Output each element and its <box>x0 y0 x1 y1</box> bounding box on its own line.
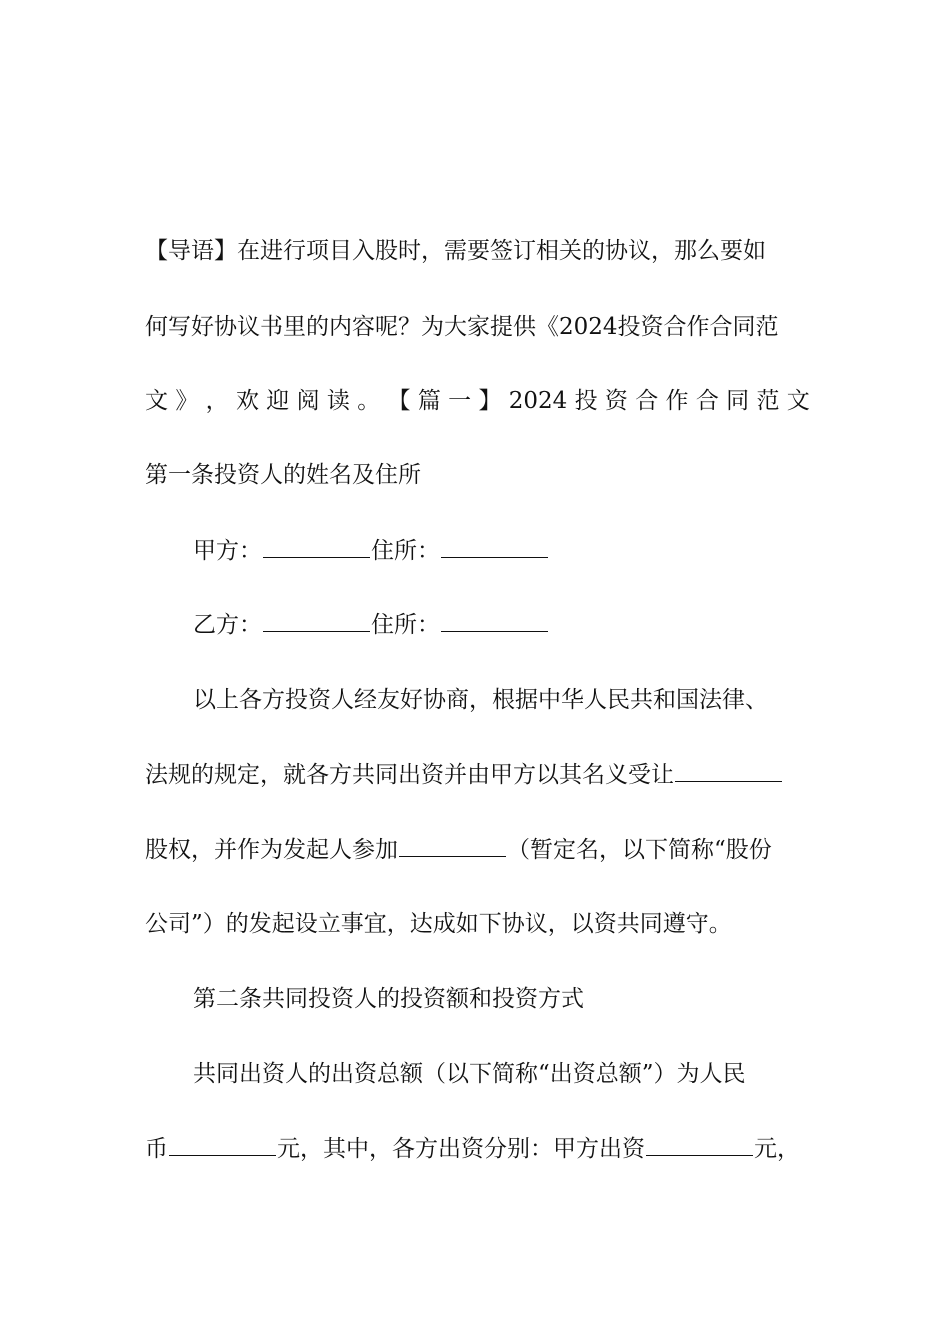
text-fragment: 阅 <box>296 388 320 414</box>
text-fragment: 欢 <box>235 388 259 414</box>
text-fragment: 同 <box>726 388 750 414</box>
text-fragment: 【 <box>387 388 411 414</box>
para1-line-3 <box>145 835 810 865</box>
equity-target-blank <box>675 761 782 782</box>
text-fragment: 法规的规定，就各方共同出资并由甲方以其名义受让 <box>145 762 674 788</box>
text-fragment: 作 <box>665 388 689 414</box>
text-fragment: 】 <box>478 388 502 414</box>
para1-line-2 <box>145 760 810 790</box>
intro-line-2: 何写好协议书里的内容呢？为大家提供《2024投资合作合同范 <box>145 314 779 340</box>
text-fragment: 》 <box>175 388 199 414</box>
party-b-name-blank <box>263 611 370 632</box>
intro-line-3 <box>145 386 810 416</box>
party-a-label: 甲方： <box>193 538 262 564</box>
company-name-blank <box>399 836 506 857</box>
para2-line-2 <box>145 1134 810 1164</box>
text-fragment: 文 <box>145 388 168 414</box>
text-fragment: 文 <box>786 388 810 414</box>
party-a-line <box>193 536 810 566</box>
text-fragment: ， <box>205 388 229 414</box>
text-fragment: 读 <box>326 388 350 414</box>
party-a-address-blank <box>441 537 548 558</box>
party-b-line <box>193 610 810 640</box>
text-fragment: 范 <box>756 388 780 414</box>
address-label: 住所： <box>371 612 440 638</box>
para1-line-1: 以上各方投资人经友好协商，根据中华人民共和国法律、 <box>193 687 768 713</box>
text-fragment: 合 <box>695 388 719 414</box>
text-fragment: （暂定名，以下简称“股份 <box>507 837 772 863</box>
text-fragment: 投 <box>574 388 598 414</box>
article-2-title: 第二条共同投资人的投资额和投资方式 <box>193 986 584 1012</box>
text-fragment: 元，其中，各方出资分别：甲方出资 <box>277 1136 645 1162</box>
text-fragment: 币 <box>145 1136 168 1162</box>
party-b-address-blank <box>441 611 548 632</box>
text-fragment: 2024 <box>508 388 568 414</box>
para1-line-4: 公司”）的发起设立事宜，达成如下协议，以资共同遵守。 <box>145 911 732 937</box>
article-1-title: 第一条投资人的姓名及住所 <box>145 462 421 488</box>
text-fragment: 股权，并作为发起人参加 <box>145 837 398 863</box>
text-fragment: 元， <box>754 1136 800 1162</box>
total-amount-blank <box>169 1135 276 1156</box>
text-fragment: 迎 <box>266 388 290 414</box>
para2-line-1: 共同出资人的出资总额（以下简称“出资总额”）为人民 <box>193 1061 746 1087</box>
address-label: 住所： <box>371 538 440 564</box>
text-fragment: 合 <box>635 388 659 414</box>
text-fragment: 。 <box>357 388 381 414</box>
text-fragment: 资 <box>604 388 628 414</box>
party-a-name-blank <box>263 537 370 558</box>
text-fragment: 一 <box>448 388 472 414</box>
party-a-amount-blank <box>646 1135 753 1156</box>
intro-line-1: 【导语】在进行项目入股时，需要签订相关的协议，那么要如 <box>145 238 766 264</box>
party-b-label: 乙方： <box>193 612 262 638</box>
text-fragment: 篇 <box>417 388 441 414</box>
